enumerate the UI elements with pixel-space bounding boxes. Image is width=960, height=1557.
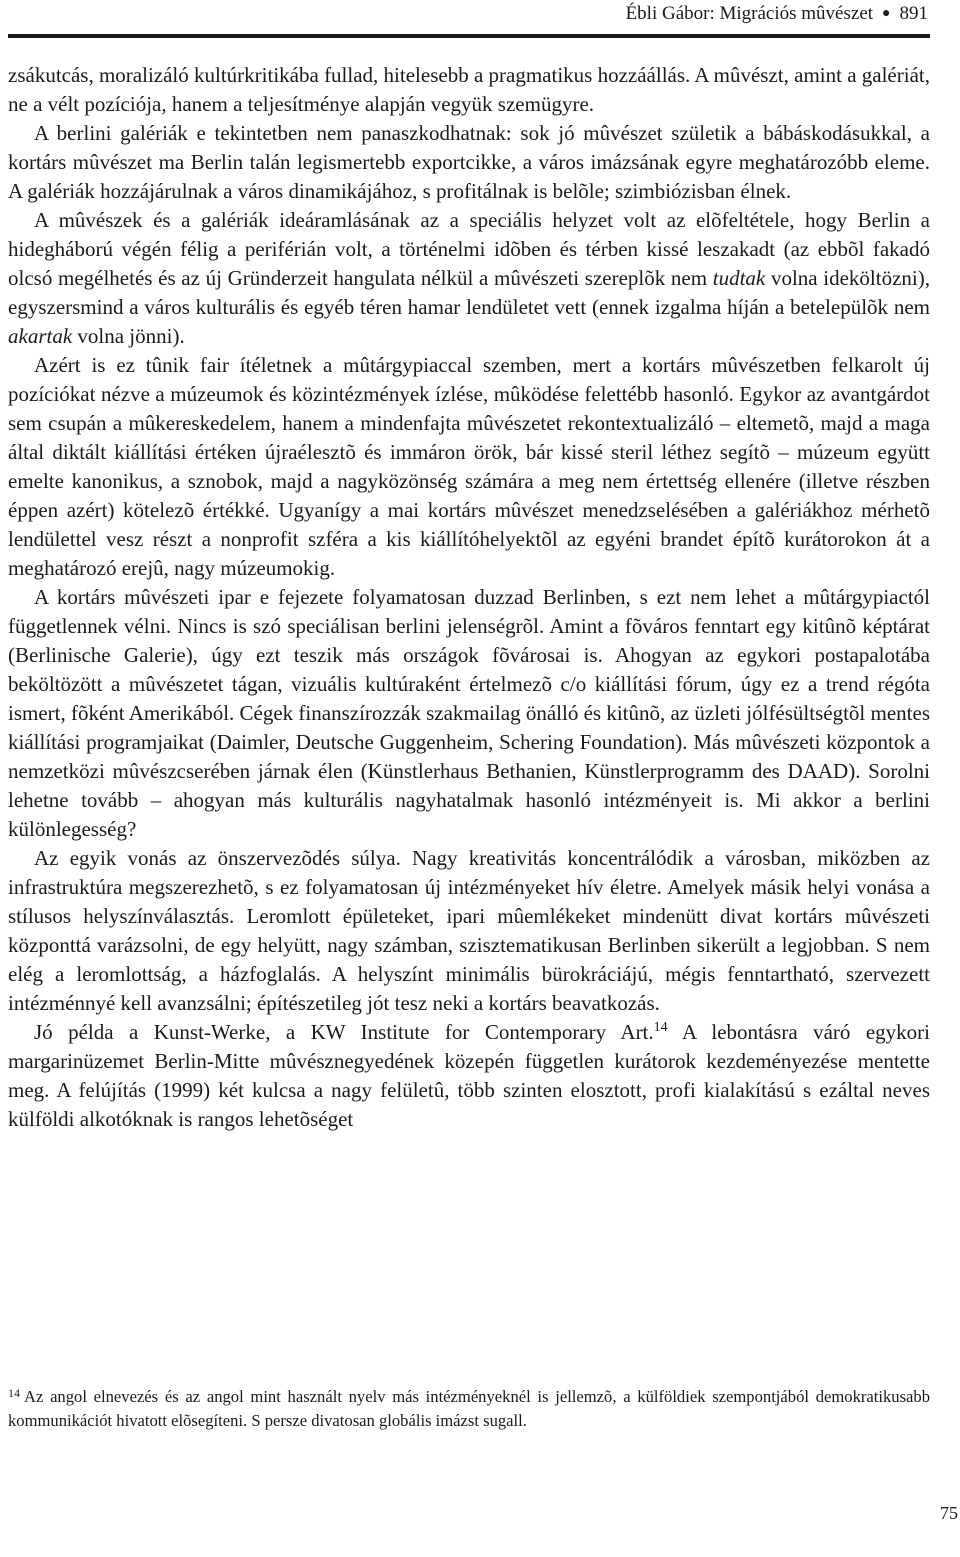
paragraph-segment: volna jönni).	[77, 324, 185, 348]
bullet-icon: ●	[882, 6, 891, 21]
page-folio: 75	[940, 1503, 958, 1523]
footnote-reference[interactable]: 14	[653, 1020, 668, 1035]
footnote-number: 14	[8, 1386, 20, 1400]
paragraph	[8, 1018, 930, 1134]
footnote	[8, 1385, 930, 1433]
paragraph-segment: A mûvészek és a galériák ideáramlásának az a speciális helyzet volt az elõfeltétele, hogy Berlin a hidegháború végén félig a periférián volt, a történelmi idõben és térben kissé leszakadt (az ebbõl fakadó olcsó megélhetés és az új Gründerzeit hangulata nélkül a mûvészeti szereplõk nem	[8, 208, 930, 290]
header-rule	[8, 34, 930, 38]
paragraph: zsákutcás, moralizáló kultúrkritikába fullad, hitelesebb a pragmatikus hozzáállás. A mûvészt, amint a galériát, ne a vélt pozíciója, hanem a teljesítménye alapján vegyük szemügyre.	[8, 63, 930, 116]
header-page-number: 891	[899, 3, 928, 24]
italic-word: tudtak	[712, 266, 766, 290]
paragraph: A kortárs mûvészeti ipar e fejezete folyamatosan duzzad Berlinben, s ezt nem lehet a mûtárgypiactól függetlennek vélni. Nincs is szó speciálisan berlini jelenségrõl. Amint a fõváros fenntart egy kitûnõ képtárat (Berlinische Galerie), úgy ezt teszik más országok fõvárosai is. Ahogyan az egykori postapalotába beköltözött a mûvészetet tágan, vizuális kultúraként értelmezõ c/o kiállítási fórum, úgy ez a trend régóta ismert, fõként Amerikából. Cégek finanszírozzák szakmailag önálló és kitûnõ, az üzleti jólfésültségtõl mentes kiállítási programjaikat (Daimler, Deutsche Guggenheim, Schering Foundation). Más mûvészeti központok a nemzetközi mûvészcserében járnak élen (Künstlerhaus Bethanien, Künstlerprogramm des DAAD). Sorolni lehetne tovább – ahogyan más kulturális nagyhatalmak hasonló intézményeit is. Mi akkor a berlini különlegesség?	[8, 585, 930, 841]
paragraph: Az egyik vonás az önszervezõdés súlya. Nagy kreativitás koncentrálódik a városban, miközben az infrastruktúra megszerezhetõ, s ez folyamatosan új intézményeket hív életre. Amelyek másik helyi vonása a stílusos helyszínválasztás. Leromlott épületeket, ipari mûemlékeket mindenütt divat kortárs mûvészeti központtá varázsolni, de egy helyütt, nagy számban, szisztematikusan Berlinben sikerült a legjobban. S nem elég a leromlottság, a házfoglalás. A helyszínt minimális bürokráciájú, mégis fenntartható, szervezett intézménnyé kell avanzsálni; építészetileg jót tesz neki a kortárs beavatkozás.	[8, 846, 930, 1015]
paragraph-segment: volna ideköltözni), egyszersmind a város kulturális és egyéb téren hamar lendületet vett (ennek izgalma híján a betelepülõk nem	[8, 266, 930, 319]
paragraph-segment: Jó példa a Kunst-Werke, a KW Institute for Contemporary Art.	[34, 1020, 654, 1044]
footnote-text: Az angol elnevezés és az angol mint használt nyelv más intézményeknél is jellemzõ, a külföldiek szempontjából demokratikusabb kommunikációt hivatott elõsegíteni. S persze divatosan globális imázst sugall.	[8, 1387, 930, 1430]
paragraph: A berlini galériák e tekintetben nem panaszkodhatnak: sok jó mûvészet születik a bábáskodásukkal, a kortárs mûvészet ma Berlin talán legismertebb exportcikke, a város imázsának egyre meghatározóbb eleme. A galériák hozzájárulnak a város dinamikájához, s profitálnak is belõle; szimbiózisban élnek.	[8, 121, 930, 203]
italic-word: akartak	[8, 324, 73, 348]
running-title: Ébli Gábor: Migrációs mûvészet	[625, 3, 874, 24]
paragraph: Azért is ez tûnik fair ítéletnek a mûtárgypiaccal szemben, mert a kortárs mûvészetben felkarolt új pozíciókat nézve a múzeumok és közintézmények ízlése, mûködése felettébb hasonló. Egykor az avantgárdot sem csupán a mûkereskedelem, hanem a mindenfajta mûvészetet rekontextualizáló – eltemetõ, majd a maga által diktált kiállítási értéken újraélesztõ és immáron örök, bár kissé steril léthez segítõ – múzeum együtt emelte kanonikus, a sznobok, majd a nagyközönség számára a meg nem értettség ellenére (illetve részben éppen azért) kötelezõ értékké. Ugyanígy a mai kortárs mûvészet menedzselésében a galériákhoz mérhetõ lendülettel vesz részt a nonprofit szféra a kis kiállítóhelyektõl az egyéni brandet építõ kurátorokon át a meghatározó erejû, nagy múzeumokig.	[8, 353, 930, 580]
paragraph-segment: A lebontásra váró egykori margarinüzemet Berlin-Mitte mûvésznegyedének közepén független kurátorok kezdeményezése mentette meg. A felújítás (1999) két kulcsa a nagy felületû, több szinten elosztott, profi kialakítású s ezáltal neves külföldi alkotóknak is rangos lehetõséget	[8, 1020, 930, 1131]
article-body	[8, 61, 930, 1134]
running-header	[626, 2, 928, 26]
paragraph	[8, 206, 930, 351]
